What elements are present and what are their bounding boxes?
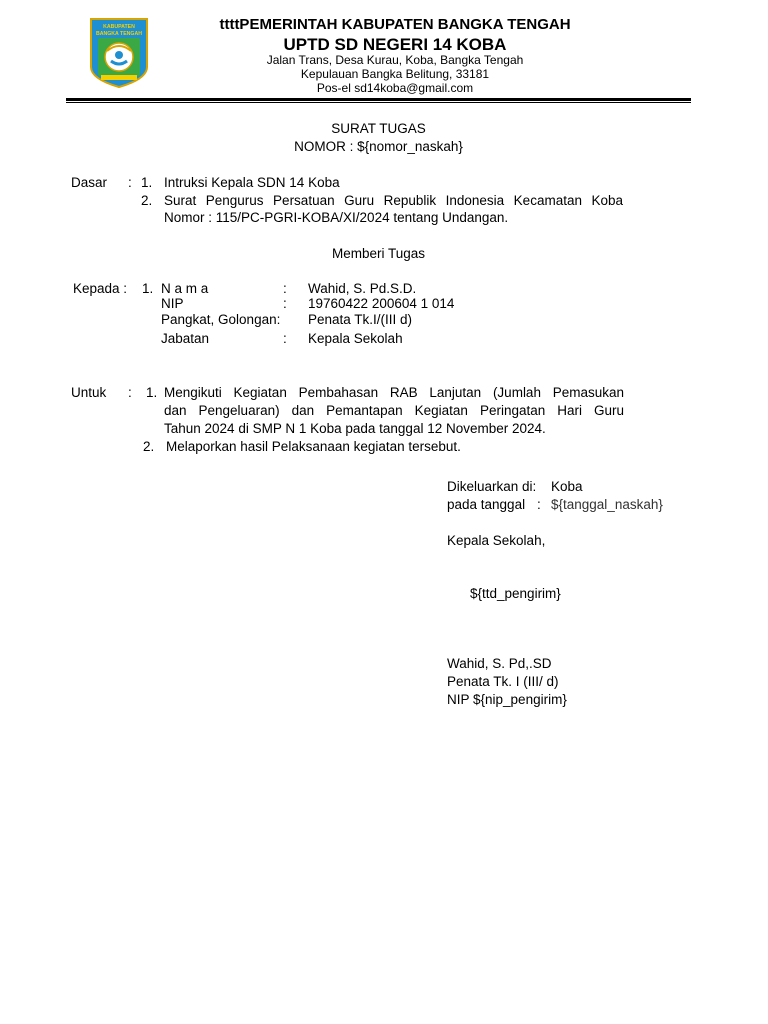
issued-date-colon: : [537,497,541,512]
header-email: Pos-el sd14koba@gmail.com [316,81,474,95]
dasar-label: Dasar [71,175,108,190]
header-divider-thick [66,98,691,101]
kepada-name-value: Wahid, S. Pd.S.D. [308,281,417,296]
dasar-item-2-line2: Nomor : 115/PC-PGRI-KOBA/XI/2024 tentang Undangan. [164,210,509,225]
signer-nip: NIP ${nip_pengirim} [447,692,567,707]
kepada-label: Kepada : [73,281,128,296]
letter-number-text: NOMOR : ${nomor_naskah} [294,139,463,154]
regency-emblem-icon [89,17,149,89]
issued-at-value: Koba [551,479,583,494]
untuk-label: Untuk [71,385,107,400]
kepada-rank-value: Penata Tk.I/(III d) [308,312,413,327]
dasar-item-1-text: Intruksi Kepala SDN 14 Koba [164,175,340,190]
logo-text-top: KABUPATEN [103,24,135,30]
regency-emblem-logo [89,17,149,89]
letter-title: SURAT TUGAS [331,121,426,136]
issued-date-label: pada tanggal [447,497,526,512]
untuk-item-1-line3: Tahun 2024 di SMP N 1 Koba pada tanggal 12 November 2024. [164,421,546,436]
dasar-item-1-num: 1. [141,175,153,190]
kepada-position-value: Kepala Sekolah [308,331,403,346]
header-school-name: UPTD SD NEGERI 14 KOBA [283,35,507,54]
signer-role: Kepala Sekolah, [447,533,546,548]
header-address-line1: Jalan Trans, Desa Kurau, Koba, Bangka Tengah [266,53,524,67]
issued-at-label: Dikeluarkan di: [447,479,537,494]
untuk-colon: : [128,385,132,400]
letter-number [66,139,691,154]
header-address-line2: Kepulauan Bangka Belitung, 33181 [300,67,490,81]
signer-rank: Penata Tk. I (III/ d) [447,674,559,689]
kepada-nip-label: NIP [161,296,184,311]
untuk-item-1-num: 1. [146,385,158,400]
signer-name: Wahid, S. Pd,.SD [447,656,552,671]
kepada-name-label: N a m a [161,281,209,296]
untuk-item-1-line1: Mengikuti Kegiatan Pembahasan RAB Lanjutan (Jumlah Pemasukan [164,385,624,400]
kepada-nip-colon: : [283,296,287,311]
kepada-rank-label: Pangkat, Golongan: [161,312,281,327]
dasar-item-2-num: 2. [141,193,153,208]
logo-text-mid: BANGKA TENGAH [96,31,142,37]
issued-date-value: ${tanggal_naskah} [551,497,663,512]
untuk-item-2-text: Melaporkan hasil Pelaksanaan kegiatan tersebut. [166,439,461,454]
memberi-tugas-heading: Memberi Tugas [331,246,426,261]
kepada-position-colon: : [283,331,287,346]
kepada-name-colon: : [283,281,287,296]
dasar-item-2-line1: Surat Pengurus Persatuan Guru Republik Indonesia Kecamatan Koba [164,193,623,208]
untuk-item-2-num: 2. [143,439,155,454]
signature-placeholder: ${ttd_pengirim} [470,586,561,601]
header-government-line: ttttPEMERINTAH KABUPATEN BANGKA TENGAH [219,16,571,33]
dasar-colon: : [128,175,132,190]
kepada-position-label: Jabatan [161,331,210,346]
header-divider-thin [66,102,691,103]
kepada-num: 1. [142,281,154,296]
kepada-nip-value: 19760422 200604 1 014 [308,296,455,311]
untuk-item-1-line2: dan Pengeluaran) dan Pemantapan Kegiatan Peringatan Hari Guru [164,403,624,418]
